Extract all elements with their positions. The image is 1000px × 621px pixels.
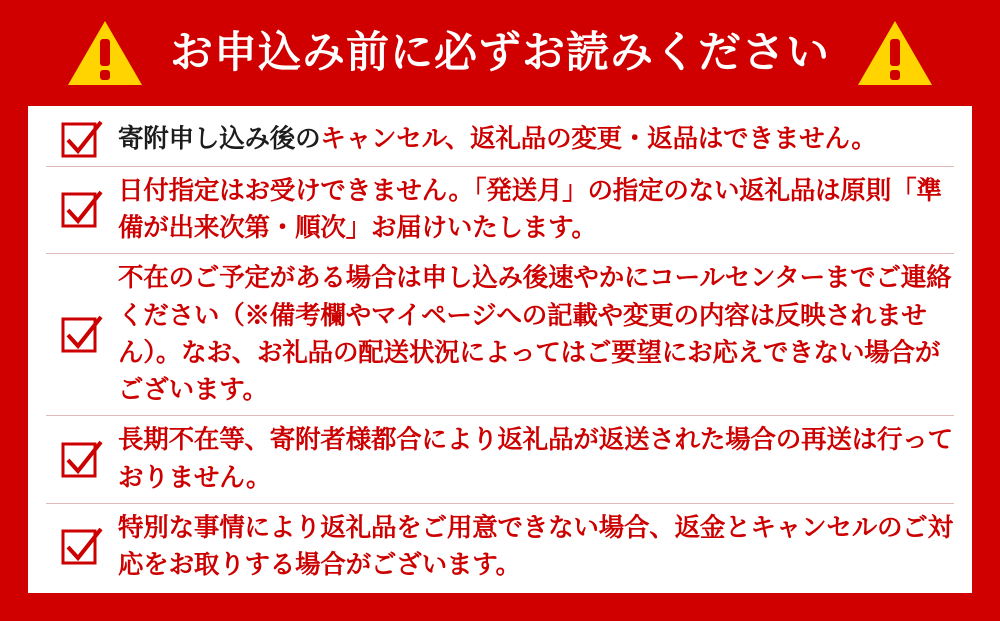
rules-list xyxy=(46,114,954,585)
warning-triangle-icon xyxy=(856,19,934,87)
rule-text: 長期不在等、寄附者様都合により返礼品が返送された場合の再送は行っておりません。 xyxy=(118,426,953,492)
rule-text-segment: 寄附申し込み後の xyxy=(118,125,321,154)
checkbox-checked-icon xyxy=(60,315,104,355)
list-item xyxy=(46,504,954,590)
checkbox-checked-icon xyxy=(60,190,104,230)
notice-card xyxy=(28,106,972,593)
warning-triangle-icon xyxy=(66,19,144,87)
list-item xyxy=(46,254,954,416)
poster-header xyxy=(0,0,1000,106)
checkbox-checked-icon xyxy=(60,440,104,480)
list-item xyxy=(46,114,954,167)
checkbox-checked-icon xyxy=(60,120,104,160)
list-item xyxy=(46,167,954,254)
rule-text: 特別な事情により返礼品をご用意できない場合、返金とキャンセルのご対応をお取りする場合がございます。 xyxy=(118,513,953,579)
page-title: お申込み前に必ずお読みください xyxy=(170,28,830,77)
checkbox-checked-icon xyxy=(60,527,104,567)
rule-text: 日付指定はお受けできません。「発送月」の指定のない返礼品は原則「準備が出来次第・順次」お届けいたします。 xyxy=(118,177,942,243)
rule-text: 不在のご予定がある場合は申し込み後速やかにコールセンターまでご連絡ください（※備考欄やマイページへの記載や変更の内容は反映されません）。なお、お礼品の配送状況によってはご要望にお応えできない場合がございます。 xyxy=(118,264,952,405)
list-item xyxy=(46,416,954,503)
rule-text xyxy=(118,121,954,158)
rule-text-segment: キャンセル、返礼品の変更・返品はできません。 xyxy=(320,125,877,154)
